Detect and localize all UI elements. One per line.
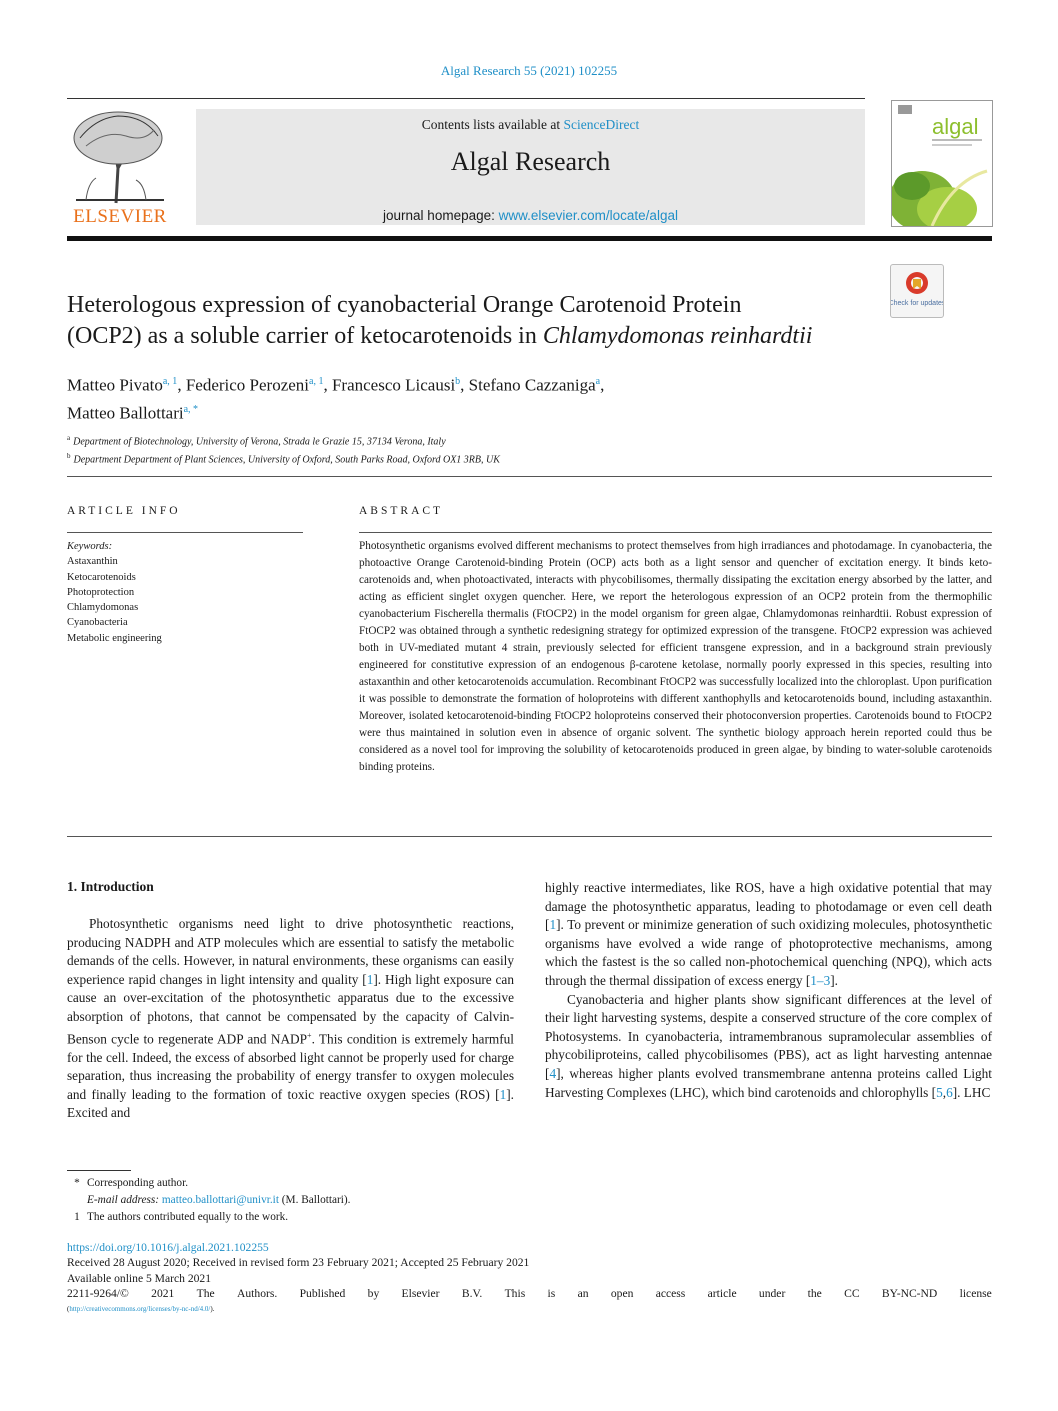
abstract-heading: ABSTRACT [359, 505, 444, 517]
citation-link[interactable]: 6 [946, 1084, 953, 1100]
author-marks[interactable]: a, 1 [162, 376, 178, 387]
license-word: access [655, 1287, 686, 1301]
author[interactable]: Federico Perozeni [185, 375, 310, 395]
author-marks[interactable]: b [455, 376, 461, 387]
footnote-mark: 1 [74, 1211, 80, 1223]
body-column-right [545, 879, 992, 1102]
journal-title: Algal Research [450, 147, 611, 176]
affiliation-item [67, 449, 867, 467]
paragraph-text: ]. LHC [952, 1084, 991, 1100]
journal-header-band [196, 109, 865, 225]
footnotes [67, 1175, 667, 1226]
citation-link[interactable]: 1 [549, 917, 557, 933]
publication-info [67, 1240, 992, 1317]
intro-paragraph-2: Cyanobacteria and higher plants show significant differences at the level of their light harvesting systems, despite a conserved structure of the core complex of Photosystems. In cyanobacteria, intramembranous supramolecular assemblies of phycobiliproteins, called phycobilisomes (PBS), act as light harvesting antennae [4], whereas higher plants evolved transmembrane antenna proteins called Light Harvesting Complexes (LHC), which bind carotenoids and chlorophylls [5,6]. LHC [545, 991, 992, 1100]
keyword: Chlamydomonas [67, 602, 139, 614]
author[interactable]: Matteo Ballottari [67, 403, 184, 423]
license-word: license [959, 1287, 992, 1301]
cover-word: algal [932, 114, 979, 139]
email-suffix: (M. Ballottari). [278, 1194, 351, 1206]
license-word: under [758, 1287, 786, 1301]
header-thick-rule [67, 236, 992, 241]
affiliation-text: Department Department of Plant Sciences, University of Oxford, South Parks Road, Oxford OX1 3RB, UK [73, 454, 500, 466]
license-word: an [577, 1287, 589, 1301]
keywords-label: Keywords: [67, 541, 113, 552]
license-word: 2021 [151, 1287, 175, 1301]
license-word: BY-NC-ND [881, 1287, 938, 1301]
author-separator: , [177, 375, 186, 395]
journal-cover-image [891, 100, 993, 227]
available-online: Available online 5 March 2021 [67, 1271, 212, 1285]
citation-link[interactable]: 1 [499, 1086, 507, 1102]
license-word: The [196, 1287, 215, 1301]
author-separator: , [600, 375, 605, 395]
license-word: the [807, 1287, 822, 1301]
license-word: by [367, 1287, 380, 1301]
doi-link[interactable]: https://doi.org/10.1016/j.algal.2021.102255 [67, 1241, 269, 1254]
received-dates: Received 28 August 2020; Received in revised form 23 February 2021; Accepted 25 February 2021 [67, 1256, 530, 1270]
journal-citation-link[interactable]: Algal Research 55 (2021) 102255 [440, 63, 618, 78]
paragraph-text: ]. [830, 972, 838, 988]
author[interactable]: Stefano Cazzaniga [468, 375, 596, 395]
citation-link[interactable]: 5 [936, 1084, 943, 1100]
article-info-heading: ARTICLE INFO [67, 505, 181, 517]
footnote-corresponding [67, 1175, 667, 1192]
check-updates-label: Check for updates [891, 300, 943, 307]
author[interactable]: Francesco Licausi [331, 375, 456, 395]
title-species: Chlamydomonas reinhardtii [542, 323, 813, 349]
sciencedirect-link[interactable]: ScienceDirect [563, 117, 640, 132]
citation-link[interactable]: 1 [366, 971, 374, 987]
author-marks[interactable]: a, 1 [309, 376, 324, 387]
author-separator: , [460, 375, 469, 395]
keyword: Cyanobacteria [67, 617, 128, 629]
paragraph-text: . This condition is extremely harmful for the cell. Indeed, the excess of absorbed light cannot be properly used for charge separation, thus increasing the probability of energy transfer to oxygen molecules and finally leading to the formation of toxic reactive oxygen species (ROS) [ [67, 1030, 514, 1102]
keywords-block [67, 539, 303, 646]
intro-paragraph-1 [67, 915, 514, 1123]
citation-link[interactable]: 4 [549, 1065, 557, 1081]
title-line-2: (OCP2) as a soluble carrier of ketocarotenoids in [67, 323, 543, 349]
author[interactable]: Matteo Pivato [67, 375, 163, 395]
paragraph-text: ]. Excited and [67, 1086, 514, 1121]
paragraph-text: ]. To prevent or minimize generation of such oxidizing molecules, photosynthetic organisms have evolved a wide range of photoprotective mechanisms, among which the fastest is the so called non-photochemical quenching (NPQ), which acts through the thermal dissipation of excess energy [ [545, 917, 992, 988]
introduction-heading: 1. Introduction [67, 879, 154, 894]
section-rule [67, 476, 992, 477]
paragraph-text: ], whereas higher plants evolved transmembrane antenna proteins called Light Harvesting Complexes (LHC), which bind carotenoids and chlorophylls [ [545, 1065, 992, 1100]
keyword: Astaxanthin [67, 556, 118, 568]
paragraph-text: ]. High light exposure can cause an over-excitation of the photosynthetic apparatus due to the excessive absorption of photons, that cannot be compensated by the capacity of Calvin-Benson cycle to regenerate ADP and NADP [67, 971, 514, 1046]
license-word: article [707, 1287, 737, 1301]
abstract-text: Photosynthetic organisms evolved different mechanisms to protect themselves from high irradiances and photodamage. In cyanobacteria, the photoactive Orange Carotenoid-binding Protein (OCP) acts both as a light sensor and quencher of excitation energy. It binds keto-carotenoids and, when photoactivated, interacts with phycobilisomes, thermally dissipating the excitation energy absorbed by the latter, and acting as efficient singlet oxygen quencher. Here, we report the heterologous expression of an OCP2 protein from the thermophilic cyanobacterium Fischerella thermalis (FtOCP2) in the model organism for green algae, Chlamydomonas reinhardtii. Robust expression of FtOCP2 was obtained through a synthetic redesigning strategy for optimized expression of the transgene. FtOCP2 expression was achieved both in UV-mediated mutant 4 strain, previously selected for efficient transgene expression, and in a background strain previously engineered for constitutive expression of an endogenous β-carotene ketolase, normally poorly expressed in this species, resulting into astaxanthin and other ketocarotenoids accumulation. Recombinant FtOCP2 was successfully localized into the chloroplast. Upon purification it was possible to demonstrate the formation of holoproteins with different xanthophylls and ketocarotenoids bound, including astaxanthin. Moreover, isolated ketocarotenoid-binding FtOCP2 holoproteins conserved their photoconversion properties. Carotenoids bound to FtOCP2 were thus maintained in solution even in absence of organic solvent. The synthetic biology approach herein reported could thus be considered as a novel tool for improving the solubility of ketocarotenoids produced in green algae, by binding to water-soluble carotenoids binding proteins. [359, 540, 992, 773]
check-for-updates-button[interactable] [890, 264, 944, 318]
elsevier-wordmark: ELSEVIER [73, 206, 167, 227]
section-rule [67, 836, 992, 837]
footnote-equal [67, 1209, 667, 1226]
author-separator: , [323, 375, 332, 395]
header-rule [67, 98, 865, 99]
footnote-rule [67, 1170, 131, 1171]
affiliation-mark: a [67, 434, 71, 442]
keyword: Ketocarotenoids [67, 571, 136, 583]
affiliations [67, 431, 867, 468]
superscript: + [307, 1030, 312, 1040]
license-word: 2211-9264/© [67, 1287, 129, 1301]
keyword: Photoprotection [67, 586, 135, 598]
abstract-rule [359, 532, 992, 533]
intro-paragraph-1-cont [545, 879, 992, 991]
license-word: Published [299, 1287, 346, 1301]
footnote-text: Corresponding author. [87, 1177, 189, 1189]
paragraph-text: Photosynthetic organisms need light to drive photosynthetic reactions, producing NADPH and ATP molecules which are essential to satisfy the metabolic demands of the cells. However, in natural environments, these organisms can easily experience rapid changes in light intensity and quality [ [67, 916, 514, 987]
paragraph-text: Cyanobacteria and higher plants show significant differences at the level of their light harvesting systems, despite a conserved structure of the core complex of Photosystems. In cyanobacteria, intramembranous supramolecular assemblies of phycobiliproteins, called phycobilisomes (PBS), act as light harvesting antennae [ [545, 991, 992, 1081]
citation-link[interactable]: 1–3 [810, 972, 831, 988]
journal-homepage-link[interactable]: www.elsevier.com/locate/algal [498, 208, 678, 223]
author-marks[interactable]: a, * [183, 403, 199, 415]
author-list [67, 370, 867, 425]
paragraph-text: highly reactive intermediates, like ROS, have a high oxidative potential that may damage the photosynthetic apparatus, leading to photodamage or even cell death [ [545, 880, 992, 933]
footnote-text: The authors contributed equally to the work. [87, 1211, 289, 1223]
contents-prefix: Contents lists available at [421, 117, 564, 132]
license-line [67, 1286, 992, 1301]
homepage-prefix: journal homepage: [383, 208, 499, 223]
body-column-left [67, 915, 514, 1123]
affiliation-item [67, 431, 867, 449]
license-url-line: (http://creativecommons.org/licenses/by-nc-nd/4.0/). [67, 1304, 215, 1313]
email-link[interactable]: matteo.ballottari@univr.it [161, 1194, 279, 1206]
contents-line [196, 117, 865, 133]
email-label: E-mail address: [87, 1194, 162, 1206]
license-url-link[interactable]: http://creativecommons.org/licenses/by-nc-nd/4.0/ [69, 1304, 211, 1313]
author-marks[interactable]: a [595, 376, 601, 387]
footnote-email [67, 1192, 667, 1209]
license-word: This [504, 1287, 526, 1301]
keyword: Metabolic engineering [67, 632, 162, 644]
affiliation-text: Department of Biotechnology, University of Verona, Strada le Grazie 15, 37134 Verona, Italy [73, 436, 446, 448]
footnote-mark: * [74, 1177, 80, 1189]
title-line-1: Heterologous expression of cyanobacterial Orange Carotenoid Protein [67, 292, 742, 318]
license-word: CC [844, 1287, 860, 1301]
license-word: Elsevier [401, 1287, 440, 1301]
article-title [67, 290, 877, 352]
article-info-rule [67, 532, 303, 533]
license-word: open [610, 1287, 634, 1301]
license-word: is [547, 1287, 556, 1301]
license-word: Authors. [237, 1287, 278, 1301]
affiliation-mark: b [67, 452, 71, 461]
license-word: B.V. [461, 1287, 483, 1301]
homepage-line [196, 208, 865, 223]
